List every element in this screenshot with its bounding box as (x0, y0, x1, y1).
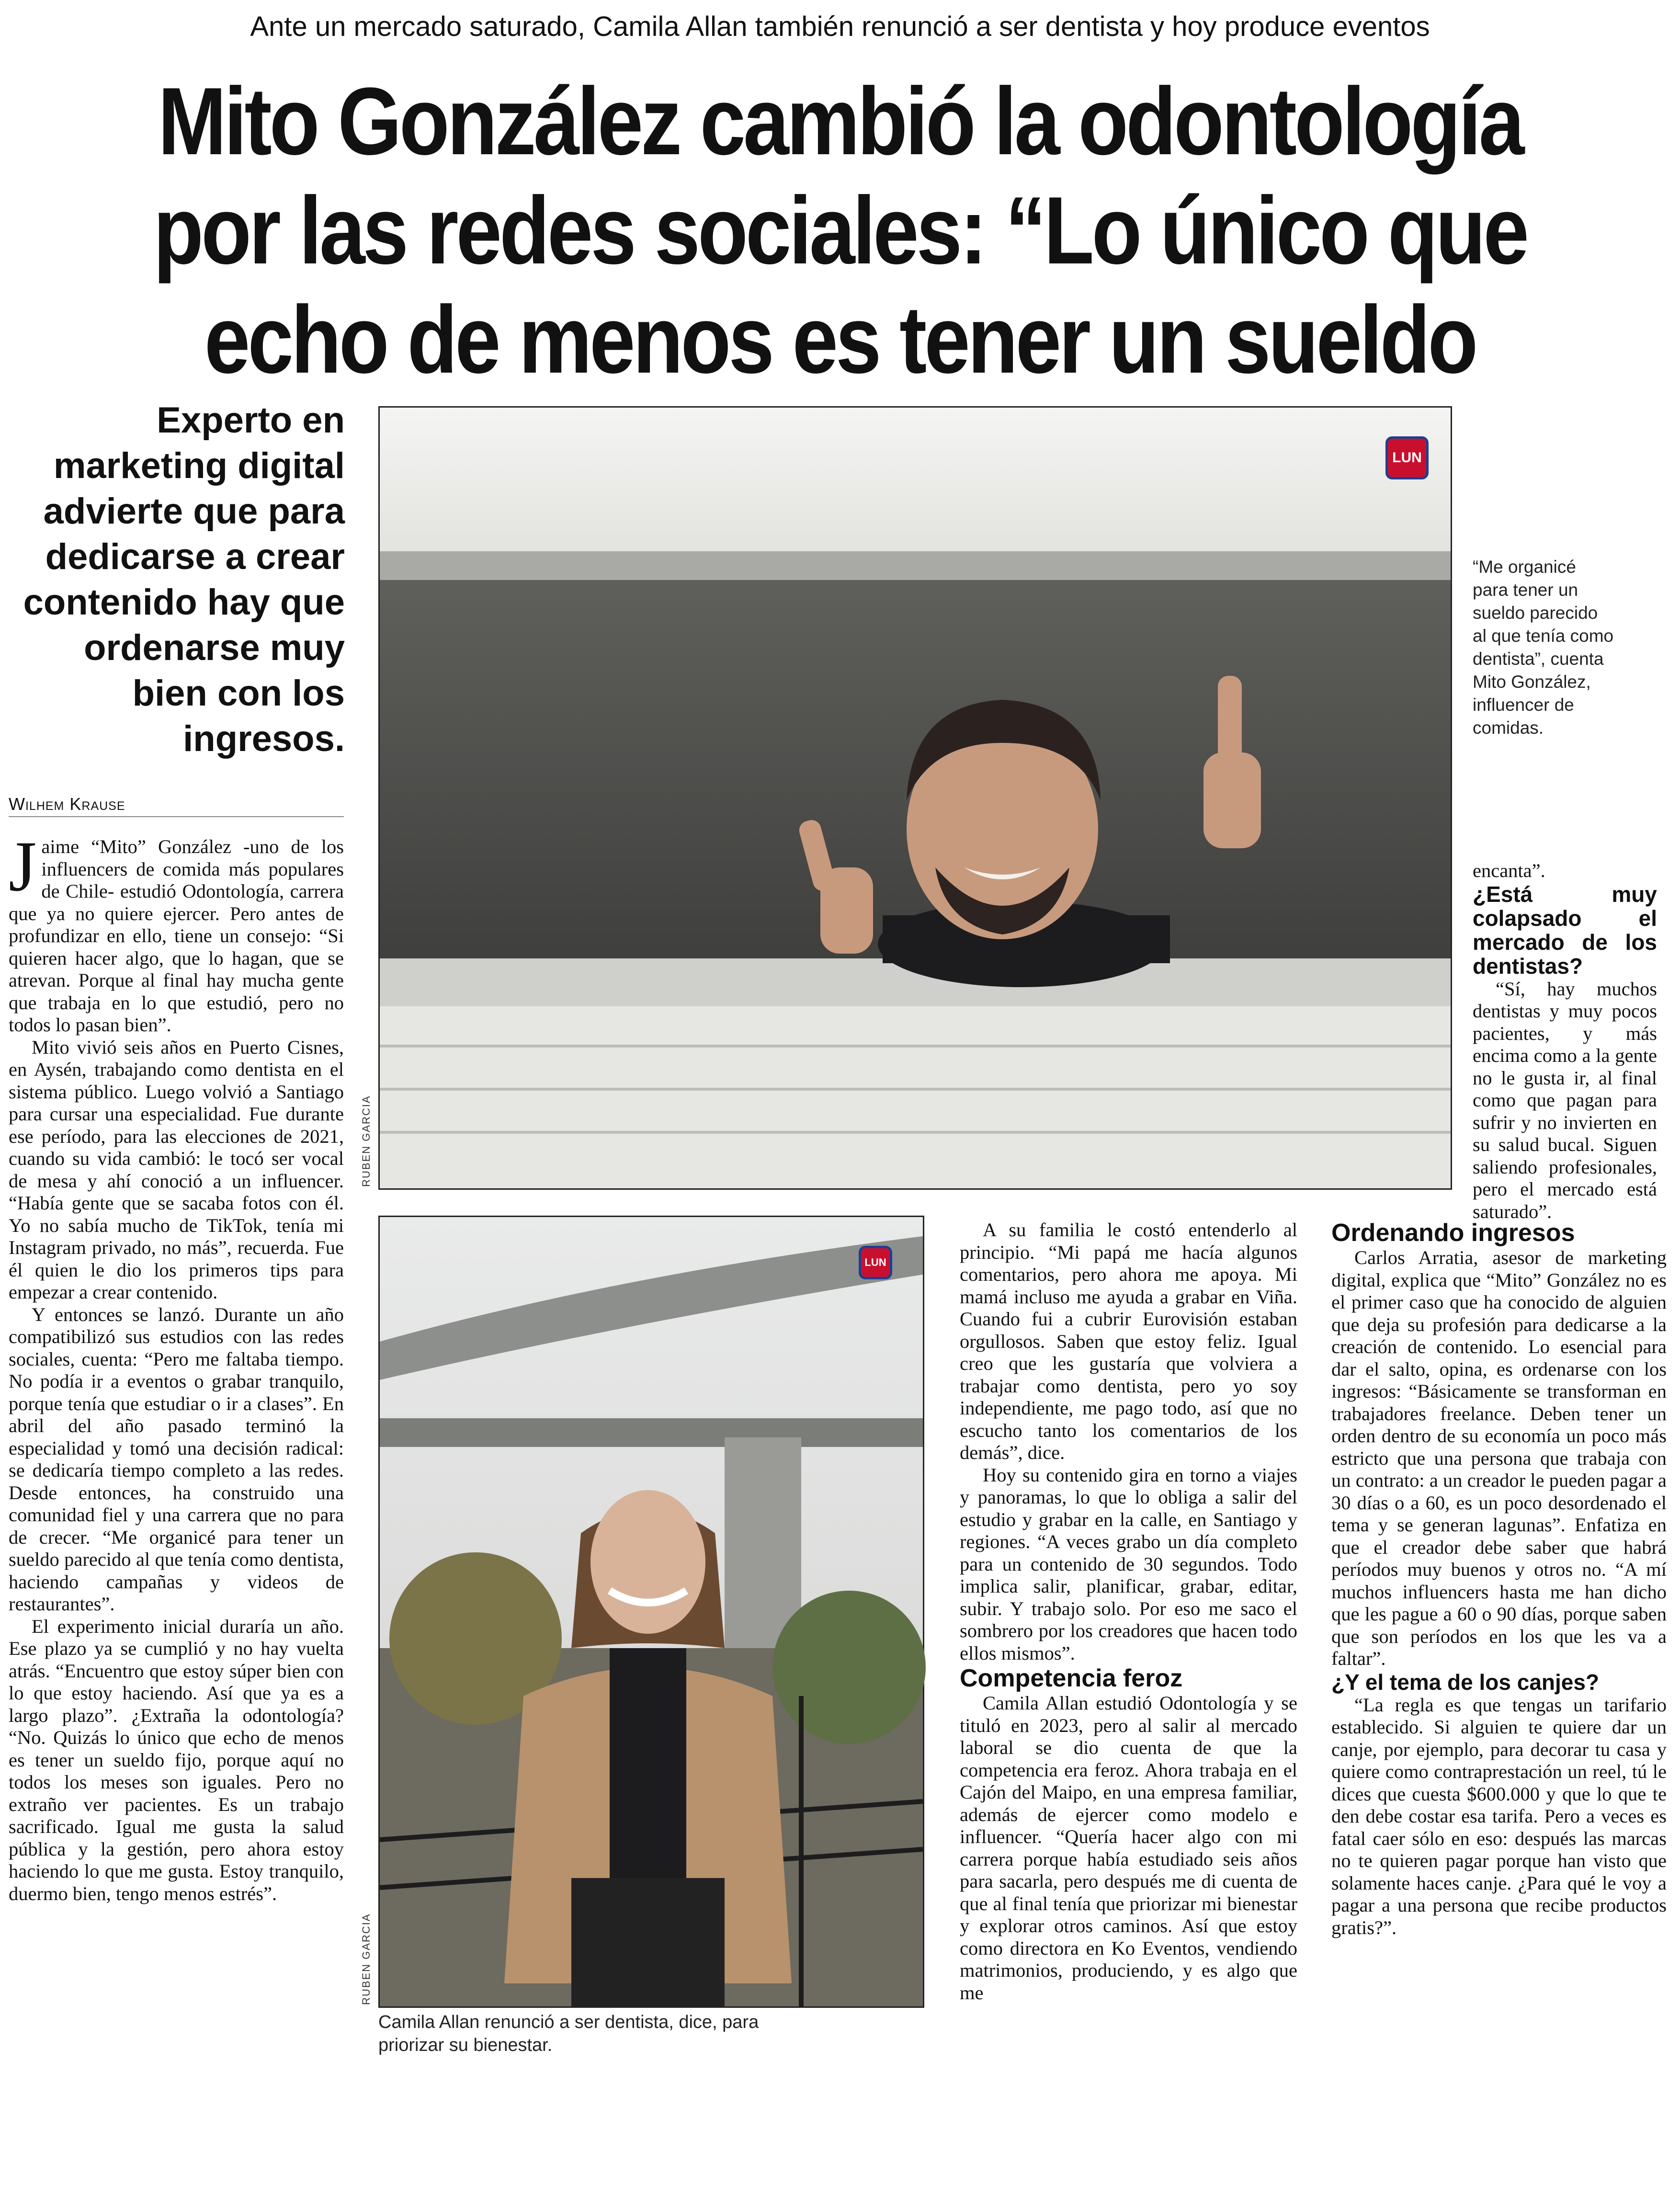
dropcap: J (9, 827, 37, 906)
col1-paragraph-1: Jaime “Mito” González -uno de los influencers de comida más populares de Chile- estudió Odontología, carrera que ya no quiere ejercer. Pero antes de profundizar en ello, tiene un consejo: “Si quieren hacer algo, que lo hagan, que se atrevan. Porque al final hay mucha gente que trabaja en lo que estudió, pero no todos lo pasan bien”. (9, 827, 344, 1036)
subhead-ordenando: Ordenando ingresos (1331, 1219, 1575, 1247)
photo-mito-image (380, 408, 1451, 1188)
col3-paragraph-3: Camila Allan estudió Odontología y se tituló en 2023, pero al salir al mercado laboral se dio cuenta de que la competencia era feroz. Ahora trabaja en el Cajón del Maipo, en una empresa familiar, además de ejercer como modelo e influencer. “Quería hacer algo con mi carrera porque había estudiado seis años para sacarla, pero después me di cuenta de que al final tenía que priorizar mi bienestar y explorar otros caminos. Así que estoy como directora en Ko Eventos, vendiendo matrimonios, produciendo, y es algo que me (960, 1692, 1297, 2004)
headline-line-3: echo de menos es tener un sueldo (204, 286, 1476, 393)
deck: Experto en marketing digital advierte que para dedicarse a crear contenido hay que ordenarse muy bien con los ingresos. (23, 400, 345, 759)
kicker: Ante un mercado saturado, Camila Allan también renunció a ser dentista y hoy produce eventos (250, 11, 1430, 42)
column-3 (960, 1219, 1297, 2110)
col4-paragraph-1: Carlos Arratia, asesor de marketing digital, explica que “Mito” González no es el primer caso que ha conocido de alguien que deja su profesión para dedicarse a la creación de contenido. Lo esencial para dar el salto, opina, es ordenarse con los ingresos: “Básicamente se transforman en trabajadores freelance. Deben tener un orden dentro de su economía un poco más estricto que una persona que trabaja con un contrato: a un creador le pueden pagar a 30 días o a 60, es un poco desordenado el tema y se generan lagunas”. Enfatiza en que el creador debe saber que habrá períodos muy buenos y otros no. “A mí muchos influencers hasta me han dicho que les pague a 60 o 90 días, porque saben que son períodos en los que les va a faltar”. (1331, 1247, 1667, 1669)
col4-paragraph-2: “La regla es que tengas un tarifario establecido. Si alguien te quiere dar un canje, por ejemplo, para decorar tu casa y quiere como contraprestación un reel, tú le dices que cuesta $600.000 y que lo que te den debe costar esa tarifa. Pero a veces es fatal caer sólo en eso: después las marcas no te quieren pagar porque han visto que solamente haces canje. ¿Para qué le voy a pagar a una persona que recibe productos gratis?”. (1331, 1694, 1667, 1938)
col3-paragraph-2: Hoy su contenido gira en torno a viajes y panoramas, lo que lo obliga a salir del estudio y grabar en la calle, en Santiago y regiones. “A veces grabo un día completo para un contenido de 30 segundos. Todo implica salir, planificar, grabar, editar, subir. Y trabajo solo. Por eso me saco el sombrero por los creadores que hacen todo ellos mismos”. (960, 1464, 1297, 1664)
lun-logo-1: LUN (1385, 436, 1429, 479)
column-4 (1331, 1219, 1667, 2110)
question-colapsado: ¿Está muy colapsado el mercado de los dentistas? (1473, 881, 1657, 979)
column-4-top (1473, 860, 1657, 1222)
photo-mito-credit: RUBEN GARCIA (360, 1095, 372, 1187)
headline-line-1: Mito González cambió la odontología (158, 68, 1522, 175)
col1-paragraph-4: El experimento inicial duraría un año. Ese plazo ya se cumplió y no hay vuelta atrás. “Encuentro que estoy súper bien con lo que estoy haciendo. Así que ya es a largo plazo”. ¿Extraña la odontología? “No. Quizás lo único que echo de menos es tener un sueldo fijo, porque aquí no todos los meses son iguales. Pero no extraño ver pacientes. Es un trabajo sacrificado. Igual me gusta la salud pública y la gestión, pero ahora estoy haciendo lo que me gusta. Estoy tranquilo, duermo bien, tengo menos estrés”. (9, 1615, 344, 1904)
photo-camila-caption: Camila Allan renunció a ser dentista, dice, para priorizar su bienestar. (378, 2012, 759, 2055)
photo-camila (378, 1216, 924, 2008)
headline-line-2: por las redes sociales: “Lo único que (153, 177, 1527, 284)
col1-paragraph-3: Y entonces se lanzó. Durante un año compatibilizó sus estudios con las redes sociales, cuenta: “Pero me faltaba tiempo. No podía ir a eventos o grabar tranquilo, porque tenía que estudiar o ir a clases”. En abril del año pasado terminó la especialidad y tomó una decisión radical: se dedicaría tiempo completo a las redes. Desde entonces, ha construido una comunidad fiel y una carrera que no para de crecer. “Me organicé para tener un sueldo parecido al que tenía como dentista, haciendo campañas y videos de restaurantes”. (9, 1303, 344, 1615)
lun-logo-2: LUN (859, 1246, 892, 1279)
subhead-competencia: Competencia feroz (960, 1664, 1183, 1692)
col4-answer-1: “Sí, hay muchos dentistas y muy pocos pacientes, y más encima como a la gente no le gusta ir, al final como que pagan para sufrir y no invierten en su salud bucal. Siguen saliendo profesionales, pero el mercado está saturado”. (1473, 978, 1657, 1222)
question-canjes: ¿Y el tema de los canjes? (1331, 1669, 1600, 1695)
column-1 (9, 827, 344, 2110)
col1-paragraph-2: Mito vivió seis años en Puerto Cisnes, en Aysén, trabajando como dentista en el sistema público. Luego volvió a Santiago para cursar una especialidad. Fue durante ese período, para las elecciones de 2021, cuando su vida cambió: le tocó ser vocal de mesa y ahí conoció a un influencer. “Había gente que se sacaba fotos con él. Yo no sabía mucho de TikTok, tenía mi Instagram privado, no más”, recuerda. Fue él quien le dio los primeros tips para empezar a crear contenido. (9, 1036, 344, 1303)
byline: Wilhem Krause (9, 794, 344, 817)
photo-camila-credit: RUBEN GARCIA (360, 1913, 372, 2005)
photo-mito-caption: “Me organicé para tener un sueldo parecido al que tenía como dentista”, cuenta Mito González, influencer de comidas. (1473, 557, 1614, 738)
col3-paragraph-1: A su familia le costó entenderlo al principio. “Mi papá me hacía algunos comentarios, pero ahora me apoya. Mi mamá incluso me ayuda a grabar en Viña. Cuando fui a cubrir Eurovisión estaban orgullosos. Saben que estoy feliz. Igual creo que les gustaría que volviera a trabajar como dentista, pero yo soy independiente, me pago todo, así que no escucho tanto los comentarios de los demás”, dice. (960, 1219, 1297, 1463)
col4-encanta: encanta”. (1473, 860, 1545, 881)
photo-camila-image (380, 1217, 923, 2006)
photo-mito (378, 406, 1452, 1190)
